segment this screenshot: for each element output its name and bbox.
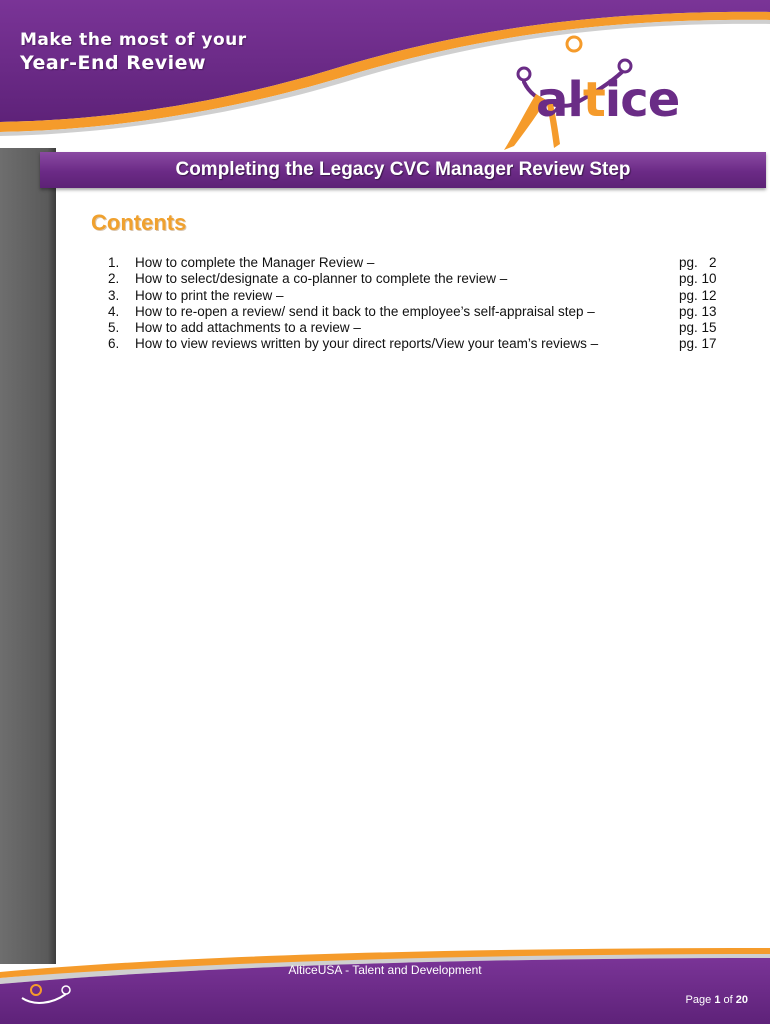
contents-heading: Contents: [91, 210, 187, 235]
toc-item: [108, 255, 720, 271]
toc-item-page: pg. 12: [679, 287, 717, 303]
header-line-1: Make the most of your: [20, 30, 247, 50]
left-side-bar: [0, 148, 56, 964]
toc-item-text: How to print the review –: [135, 287, 284, 303]
toc-item-number: 1.: [108, 255, 120, 270]
toc-item-number: 2.: [108, 271, 120, 287]
toc-item-page: pg. 2: [679, 255, 717, 270]
toc-item-text: How to add attachments to a review –: [135, 320, 361, 336]
toc-item-page: pg. 10: [679, 271, 717, 287]
toc-item-number: 3.: [108, 287, 120, 303]
toc-item: [108, 304, 720, 320]
toc-item: [108, 288, 720, 304]
toc-item-number: 5.: [108, 320, 120, 336]
toc-item-text: How to re-open a review/ send it back to the employee’s self-appraisal step –: [135, 303, 595, 319]
toc-item: [108, 320, 720, 336]
table-of-contents: [108, 255, 720, 353]
toc-item-page: pg. 13: [679, 303, 717, 319]
toc-item: [108, 336, 720, 352]
toc-item-number: 4.: [108, 303, 120, 319]
toc-item-page: pg. 15: [679, 320, 717, 336]
footer-credit: AlticeUSA - Talent and Development: [288, 963, 482, 977]
toc-item-text: How to select/designate a co-planner to complete the review –: [135, 271, 508, 287]
altice-logo: [494, 34, 704, 154]
header-line-2: Year-End Review: [20, 52, 207, 74]
toc-item-text: How to view reviews written by your direct reports/View your team’s reviews –: [135, 336, 599, 352]
altice-wordmark: altice: [536, 72, 680, 128]
toc-item-number: 6.: [108, 336, 120, 352]
toc-item: [108, 271, 720, 287]
page-indicator: Page 1 of 20: [685, 994, 748, 1006]
toc-item-page: pg. 17: [679, 336, 717, 352]
footer-banner: [0, 948, 770, 1024]
title-band: [40, 152, 766, 188]
document-title: Completing the Legacy CVC Manager Review Step: [175, 159, 631, 180]
toc-item-text: How to complete the Manager Review –: [135, 255, 375, 270]
